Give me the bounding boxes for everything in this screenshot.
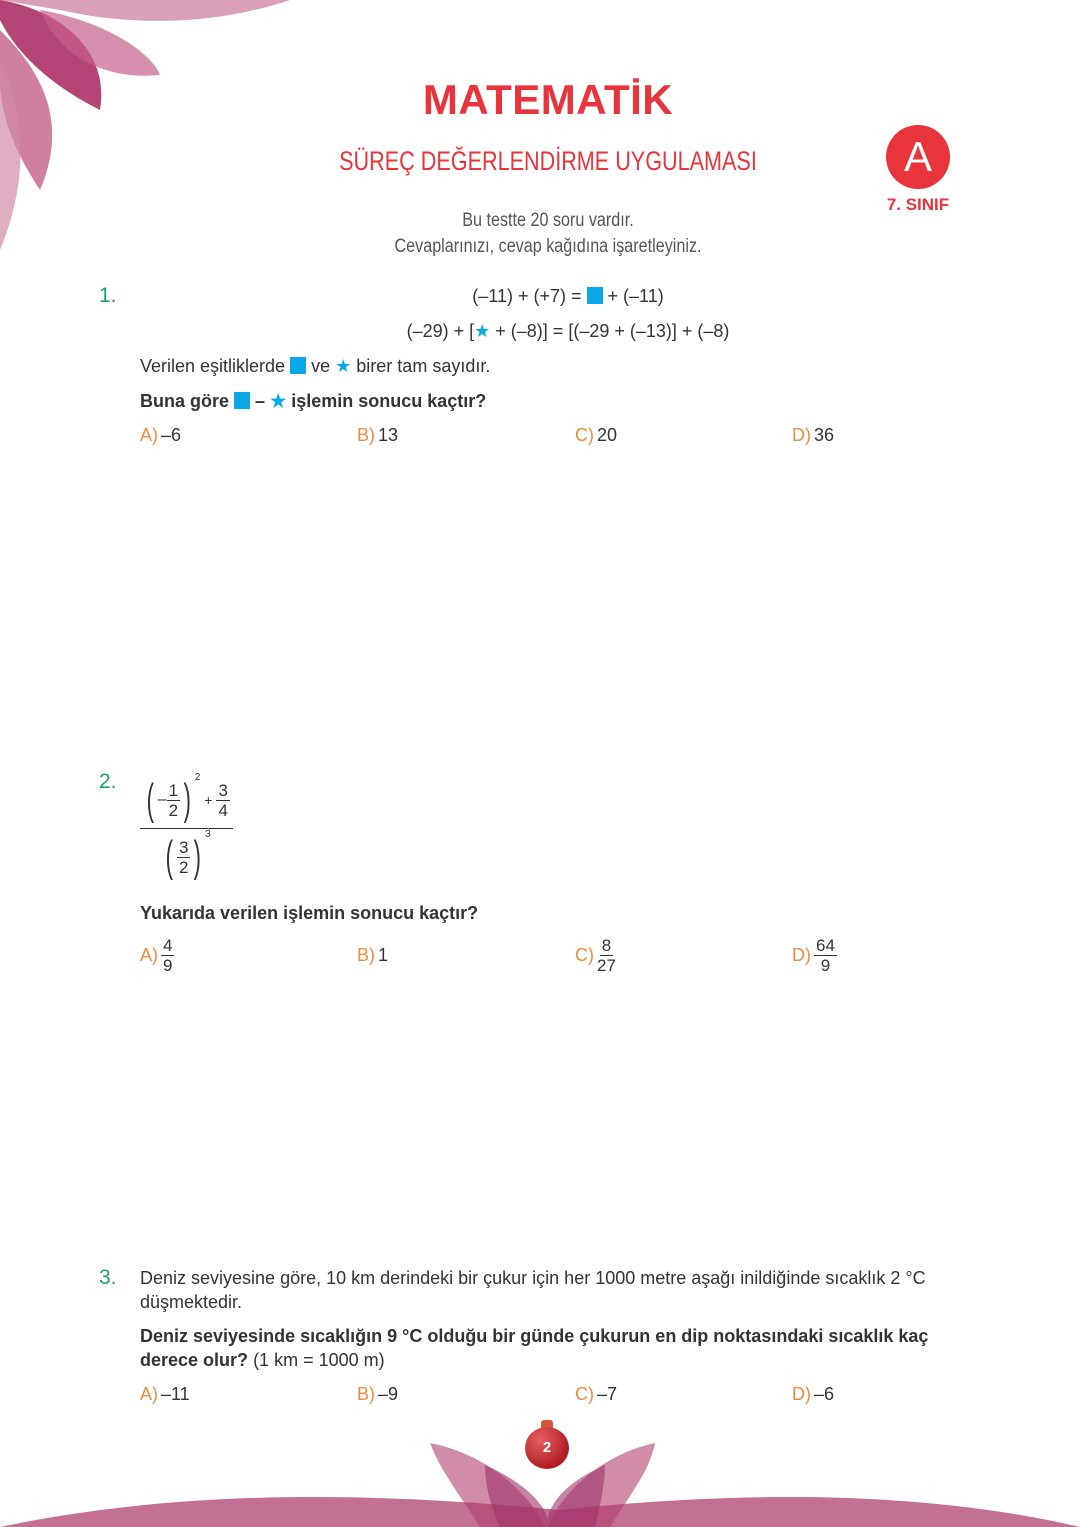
q2-question: Yukarıda verilen işlemin sonucu kaçtır?	[140, 903, 479, 923]
page-number-badge	[524, 1420, 570, 1470]
question-2-number: 2.	[99, 770, 117, 793]
square-symbol-icon	[234, 392, 250, 409]
intro-line-2: Cevaplarınızı, cevap kağıdına işaretleyiniz.	[394, 236, 702, 257]
q3-option-b[interactable]: B) –9	[357, 1384, 399, 1404]
star-symbol-icon: ★	[474, 321, 491, 341]
q3-question-line-2: derece olur? (1 km = 1000 m)	[140, 1350, 385, 1370]
q1-question: Buna göre – ★ işlemin sonucu kaçtır?	[140, 391, 487, 411]
q3-statement-line-2: düşmektedir.	[140, 1292, 243, 1312]
q3-option-d[interactable]: D) –6	[792, 1384, 835, 1404]
q3-statement-line-1: Deniz seviyesine göre, 10 km derindeki bir çukur için her 1000 metre aşağı inildiğinde sıcaklık 2 °C	[140, 1268, 926, 1288]
intro-line-1: Bu testte 20 soru vardır.	[462, 210, 634, 231]
q2-option-d[interactable]: D) $\frac{64}{9}$	[792, 936, 835, 975]
q2-option-a[interactable]: A) $\frac{4}{9}$	[140, 936, 173, 975]
q1-option-b[interactable]: B) 13	[357, 425, 399, 445]
q3-option-c[interactable]: C) –7	[575, 1384, 618, 1404]
q1-statement: Verilen eşitliklerde ve ★ birer tam sayıdır.	[140, 356, 491, 376]
booklet-badge: A	[886, 125, 950, 189]
q2-denominator: ( $\frac{3}{2}$ ) 3	[165, 829, 211, 881]
grade-label: 7. SINIF	[886, 195, 950, 214]
q2-numerator: ( – $\frac{1}{2}$ ) 2 + $\frac{3}{4}$	[140, 772, 233, 829]
question-1-number: 1.	[99, 284, 117, 307]
exam-subtitle: SÜREÇ DEĞERLENDİRME UYGULAMASI	[339, 146, 757, 176]
q3-option-a[interactable]: A) –11	[140, 1384, 190, 1404]
q1-option-c[interactable]: C) 20	[575, 425, 618, 445]
q1-equation-2: (–29) + [★ + (–8)] = [(–29 + (–13)] + (–8)	[406, 321, 730, 341]
subject-title: MATEMATİK	[422, 76, 674, 123]
star-symbol-icon: ★	[270, 391, 287, 411]
q2-option-b[interactable]: B) 1	[357, 945, 389, 965]
q1-equation-1: (–11) + (+7) = + (–11)	[472, 286, 664, 306]
star-symbol-icon: ★	[335, 356, 352, 376]
square-symbol-icon	[587, 287, 603, 304]
q2-expression	[140, 772, 233, 885]
square-symbol-icon	[290, 357, 306, 374]
question-3-number: 3.	[99, 1266, 117, 1289]
q1-option-d[interactable]: D) 36	[792, 425, 835, 445]
q3-question-line-1: Deniz seviyesinde sıcaklığın 9 °C olduğu bir günde çukurun en dip noktasındaki sıcaklık kaç	[140, 1326, 929, 1346]
q1-option-a[interactable]: A) –6	[140, 425, 182, 445]
q2-option-c[interactable]: C) $\frac{8}{27}$	[575, 936, 616, 975]
page-number: 2	[525, 1427, 569, 1469]
